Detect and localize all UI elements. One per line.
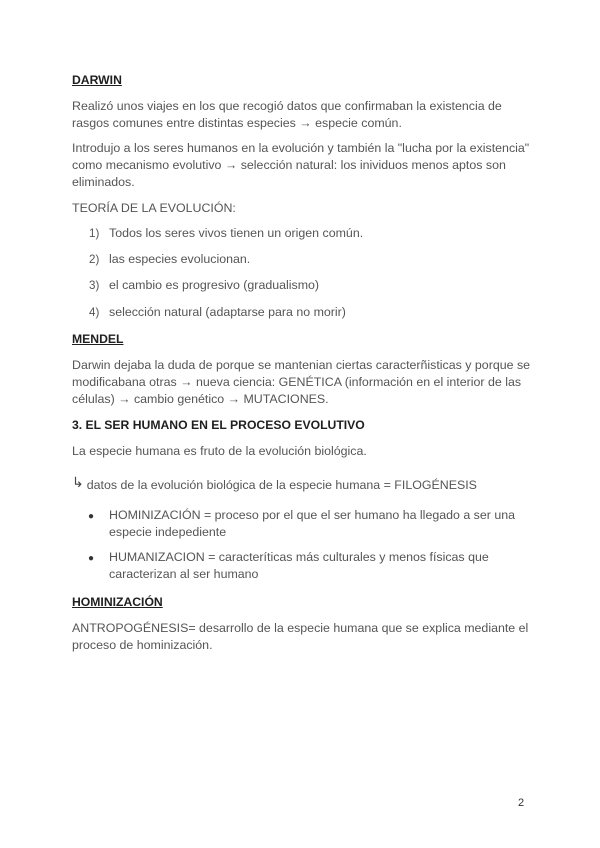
darwin-paragraph-1: Realizó unos viajes en los que recogió datos que confirmaban la existencia de rasgos comunes entre distintas especies → especie común. [72,99,502,130]
theory-item-number: 4) [89,306,100,319]
section-3-paragraph: La especie humana es fruto de la evolución biológica. [72,444,367,458]
theory-item-text: selección natural (adaptarse para no morir) [109,305,346,319]
turn-arrow-icon: ↳ [72,474,84,490]
theory-item-number: 2) [89,253,100,266]
bullet-item-text: HOMINIZACIÓN = proceso por el que el ser humano ha llegado a ser una especie indepediente [109,508,515,539]
mendel-paragraph: Darwin dejaba la duda de porque se mantenian ciertas caracterñisticas y porque se modificabana otras → nueva ciencia: GENÉTICA (información en el interior de las células) → cambio genético → MUTACIONES. [72,358,531,406]
theory-label: TEORÍA DE LA EVOLUCIÓN: [72,201,236,215]
theory-item-text: el cambio es progresivo (gradualismo) [109,278,320,292]
hominizacion-paragraph: ANTROPOGÉNESIS= desarrollo de la especie humana que se explica mediante el proceso de hominización. [72,621,529,652]
page-number: 2 [518,797,525,809]
hominizacion-heading: HOMINIZACIÓN [72,595,163,609]
theory-item-number: 3) [89,279,100,292]
bullet-icon: ● [88,553,95,564]
theory-item-number: 1) [89,227,100,240]
filogenesis-line [72,476,477,493]
theory-item-text: Todos los seres vivos tienen un origen común. [109,226,364,240]
bullet-icon: ● [88,511,95,522]
darwin-heading: DARWIN [72,73,122,87]
theory-item-text: las especies evolucionan. [109,252,251,266]
darwin-paragraph-2: Introdujo a los seres humanos en la evolución y también la "lucha por la existencia" como mecanismo evolutivo → selección natural: los inividuos menos aptos son eliminados. [72,141,530,189]
bullet-item-text: HUMANIZACION = caracteríticas más culturales y menos físicas que caracterizan al ser humano [109,550,489,581]
filogenesis-text: datos de la evolución biológica de la especie humana = FILOGÉNESIS [86,478,477,492]
section-3-title: 3. EL SER HUMANO EN EL PROCESO EVOLUTIVO [72,418,365,432]
mendel-heading: MENDEL [72,332,124,346]
